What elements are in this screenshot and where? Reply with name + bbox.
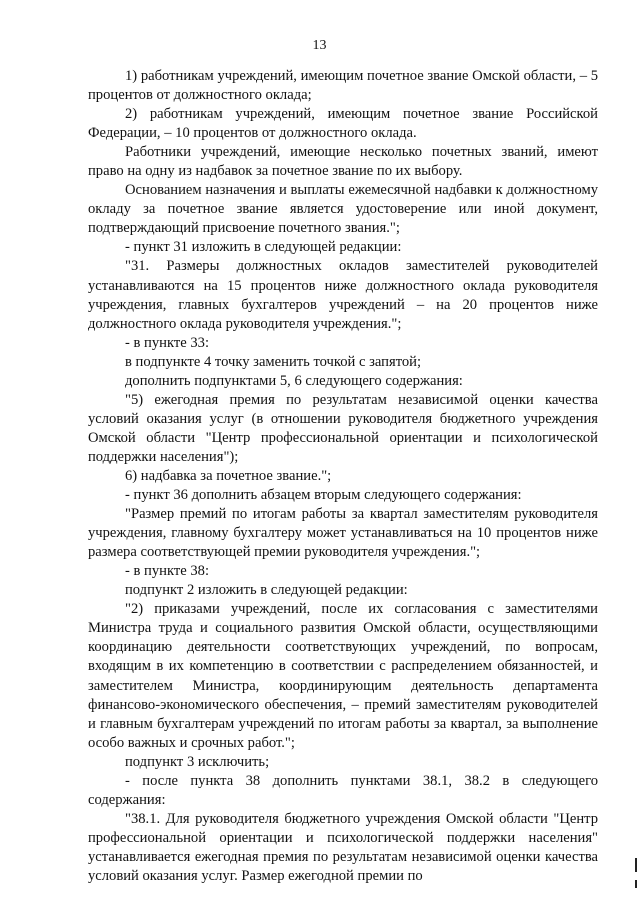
paragraph: подпункт 3 исключить; [125,753,270,770]
paragraph: "38.1. Для руководителя бюджетного учреждения Омской области "Центр профессиональной ориентации и психологической поддержки населения" устанавливается ежегодная премия по результатам независимой оценки качества условий оказания услуг. Размер ежегодной премии по [88,810,598,884]
document-body [88,67,598,886]
paragraph: - пункт 36 дополнить абзацем вторым следующего содержания: [125,487,522,504]
paragraph: "31. Размеры должностных окладов заместителей руководителей устанавливаются на 15 процентов ниже должностного оклада руководителя учреждения, главных бухгалтеров учреждений – на 20 процентов ниже должностного оклада руководителя учреждения."; [88,258,598,332]
paragraph: 1) работникам учреждений, имеющим почетное звание Омской области, – 5 процентов от должностного оклада; [88,68,598,104]
paragraph: "2) приказами учреждений, после их согласования с заместителями Министра труда и социального развития Омской области, осуществляющими координацию деятельности соответствующих учреждений, по вопросам, входящим в их компетенцию в соответствии с распределением обязанностей, и заместителем Министра, координирующим деятельность департамента финансово-экономического обеспечения, – премий заместителям руководителей и главным бухгалтерам учреждений по итогам работы за квартал, за выполнение особо важных и срочных работ."; [88,601,598,751]
paragraph: Основанием назначения и выплаты ежемесячной надбавки к должностному окладу за почетное звание является удостоверение или иной документ, подтверждающий присвоение почетного звания."; [88,182,598,237]
page-number: 13 [312,38,327,53]
paragraph: дополнить подпунктами 5, 6 следующего содержания: [125,372,463,389]
paragraph: "5) ежегодная премия по результатам независимой оценки качества условий оказания услуг (в отношении руководителя бюджетного учреждения Омской области "Центр профессиональной ориентации и психологической поддержки населения"); [88,391,598,465]
paragraph: в подпункте 4 точку заменить точкой с запятой; [125,353,422,370]
scan-edge-mark [635,858,637,872]
paragraph: "Размер премий по итогам работы за квартал заместителям руководителя учреждения, главному бухгалтеру может устанавливаться на 10 процентов ниже размера соответствующей премии руководителя учреждения."; [88,506,598,561]
paragraph: - в пункте 38: [125,563,210,580]
paragraph: - пункт 31 изложить в следующей редакции: [125,239,402,256]
paragraph: подпункт 2 изложить в следующей редакции: [125,582,408,599]
paragraph: Работники учреждений, имеющие несколько почетных званий, имеют право на одну из надбавок за почетное звание по их выбору. [88,144,598,180]
scan-edge-mark [635,880,637,888]
paragraph: - в пункте 33: [125,334,210,351]
paragraph: 6) надбавка за почетное звание."; [125,467,332,484]
paragraph: - после пункта 38 дополнить пунктами 38.1, 38.2 в следующего содержания: [88,772,598,808]
paragraph: 2) работникам учреждений, имеющим почетное звание Российской Федерации, – 10 процентов от должностного оклада. [88,106,598,142]
